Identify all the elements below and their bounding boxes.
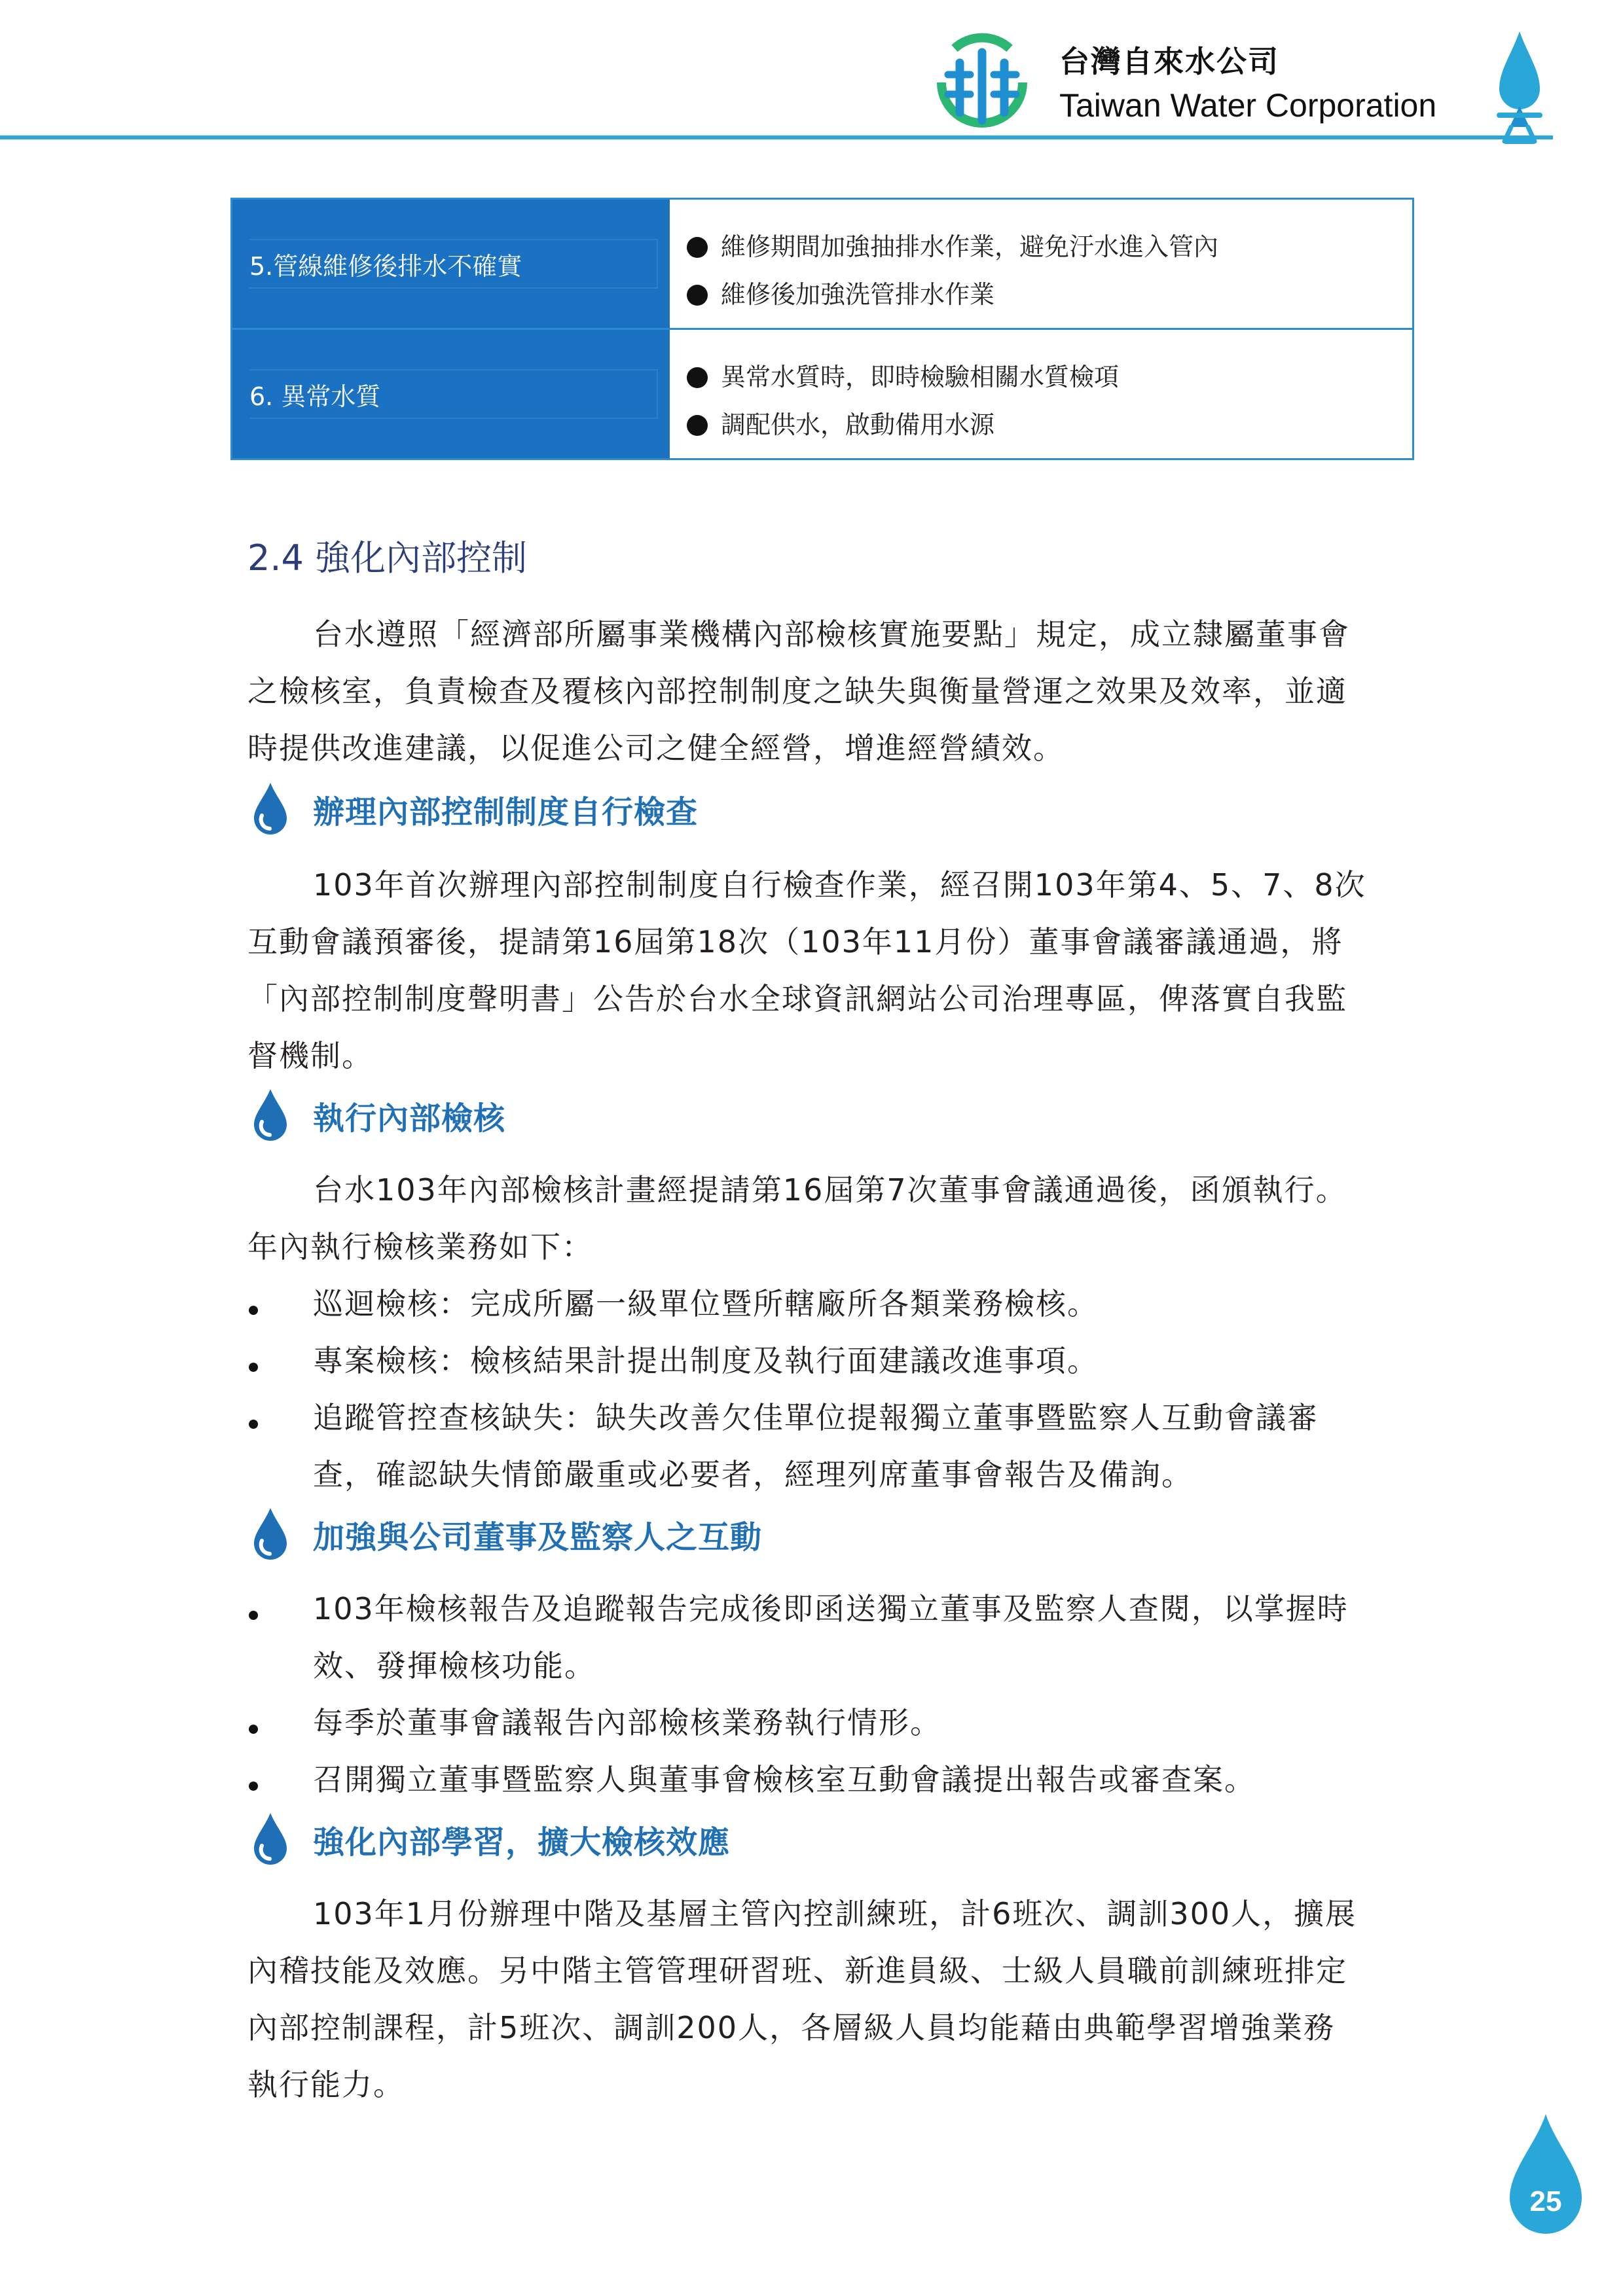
list-item: [687, 353, 1412, 401]
table-row-content: [670, 200, 1412, 328]
list-item: [687, 223, 1412, 271]
list-item: 追蹤管控查核缺失：缺失改善欠佳單位提報獨立董事暨監察人互動會議審 查，確認缺失情節嚴重或必要者，經理列席董事會報告及備詢。: [247, 1390, 1381, 1503]
bullet-icon: [249, 1725, 258, 1734]
water-drop-mascot-icon: [1491, 29, 1548, 145]
item-text: 維修期間加強抽排水作業，避免汙水進入管內: [721, 232, 1219, 261]
list-item: 103年檢核報告及追蹤報告完成後即函送獨立董事及監察人查閱，以掌握時 效、發揮檢核功能。: [247, 1581, 1381, 1695]
header-divider: [0, 135, 1553, 139]
bullet-icon: [687, 237, 708, 258]
water-drop-icon: [250, 1507, 291, 1562]
bullet-icon: [249, 1306, 258, 1315]
table-row-content: [670, 330, 1412, 458]
internal-audit-paragraph: 台水103年內部檢核計畫經提請第16屆第7次董事會議通過後，函頒執行。 年內執行檢核業務如下：: [247, 1172, 1347, 1265]
table-row: [232, 200, 1412, 328]
list-item: [687, 271, 1412, 319]
bullet-icon: [687, 285, 708, 306]
section-title: 2.4 強化內部控制: [247, 537, 528, 579]
bullet-icon: [249, 1611, 258, 1620]
page-number-drop-icon: [1504, 2111, 1587, 2240]
internal-learning-paragraph: 103年1月份辦理中階及基層主管內控訓練班，計6班次、調訓300人，擴展 內稽技能及效應。另中階主管管理研習班、新進員級、士級人員職前訓練班排定 內部控制課程，計5班次、調訓200人，各層級人員均能藉由典範學習增強業務 執行能力。: [247, 1896, 1357, 2102]
subheading-board-interaction: 加強與公司董事及監察人之互動: [250, 1507, 762, 1562]
intro-paragraph: 台水遵照「經濟部所屬事業機構內部檢核實施要點」規定，成立隸屬董事會 之檢核室，負責檢查及覆核內部控制制度之缺失與衡量營運之效果及效率，並適 時提供改進建議，以促進公司之健全經營，增進經營績效。: [247, 617, 1350, 766]
item-text: 異常水質時，即時檢驗相關水質檢項: [721, 363, 1120, 391]
bullet-icon: [687, 415, 708, 436]
internal-audit-bullets: [247, 1276, 1381, 1503]
list-item: 巡迴檢核：完成所屬一級單位暨所轄廠所各類業務檢核。: [247, 1276, 1381, 1333]
bullet-icon: [249, 1420, 258, 1429]
list-item: 召開獨立董事暨監察人與董事會檢核室互動會議提出報告或審查案。: [247, 1751, 1381, 1808]
subheading-self-inspection: 辦理內部控制制度自行檢查: [250, 781, 698, 836]
self-inspection-paragraph: 103年首次辦理內部控制制度自行檢查作業，經召開103年第4、5、7、8次 互動會議預審後，提請第16屆第18次（103年11月份）董事會議審議通過，將 「內部控制制度聲明書」公告於台水全球資訊網站公司治理專區，俾落實自我監 督機制。: [247, 867, 1366, 1073]
company-name-chinese: 台灣自來水公司: [1059, 44, 1279, 79]
company-logo: [928, 29, 1036, 136]
table-row: [232, 328, 1412, 458]
table-row-header: [232, 330, 670, 458]
water-drop-icon: [250, 781, 291, 836]
measures-table: [230, 198, 1414, 460]
bullet-icon: [249, 1782, 258, 1791]
item-text: 調配供水，啟動備用水源: [721, 410, 995, 439]
list-item: 每季於董事會議報告內部檢核業務執行情形。: [247, 1695, 1381, 1751]
table-row-header: [232, 200, 670, 328]
bullet-icon: [249, 1363, 258, 1372]
subheading-internal-audit: 執行內部檢核: [250, 1088, 505, 1143]
row-label: 6. 異常水質: [249, 382, 381, 411]
company-name-english: Taiwan Water Corporation: [1059, 87, 1437, 124]
water-drop-icon: [250, 1088, 291, 1143]
board-interaction-bullets: [247, 1581, 1381, 1808]
list-item: 專案檢核：檢核結果計提出制度及執行面建議改進事項。: [247, 1333, 1381, 1390]
list-item: [687, 401, 1412, 449]
bullet-icon: [687, 367, 708, 388]
row-label: 5.管線維修後排水不確實: [249, 251, 522, 281]
subheading-internal-learning: 強化內部學習，擴大檢核效應: [250, 1812, 730, 1867]
water-drop-icon: [250, 1812, 291, 1867]
page-number: 25: [1529, 2185, 1562, 2217]
item-text: 維修後加強洗管排水作業: [721, 280, 995, 309]
